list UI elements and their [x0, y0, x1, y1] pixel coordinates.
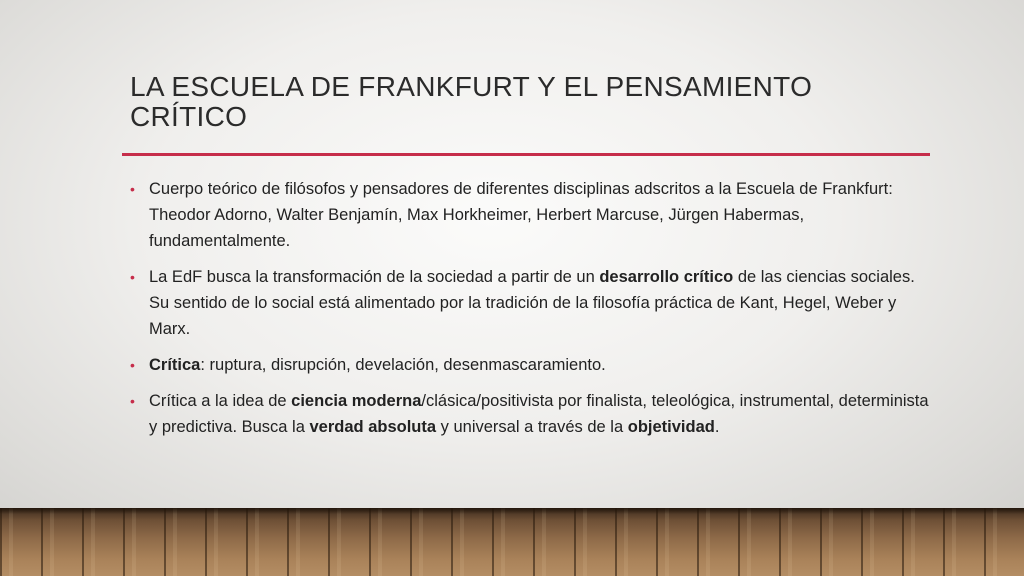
bullet-dot-icon: •	[130, 181, 135, 197]
bullet-dot-icon: •	[130, 393, 135, 409]
title-divider	[122, 153, 930, 156]
slide-title: LA ESCUELA DE FRANKFURT Y EL PENSAMIENTO CRÍTICO	[130, 71, 813, 132]
bullet-text: La EdF busca la transformación de la sociedad a partir de un	[149, 268, 600, 286]
bullet-text: Crítica a la idea de	[149, 392, 292, 410]
bold-term-desarrollo-critico: desarrollo crítico	[599, 268, 734, 286]
bold-term-verdad-absoluta: verdad absoluta	[309, 418, 437, 436]
bullet-item-3	[130, 352, 930, 378]
wood-floor-decoration	[0, 508, 1024, 576]
bullet-text: /clásica/positivista por finalista, teleológica, instrumental, determinista y predictiva. Busca la	[149, 392, 929, 436]
bold-term-critica: Crítica	[149, 356, 201, 374]
bullet-text: .	[714, 418, 720, 436]
bullet-item-4	[130, 388, 930, 440]
bullet-item-1	[130, 176, 930, 254]
bullet-item-2	[130, 264, 930, 342]
bullet-dot-icon: •	[130, 357, 135, 373]
bold-term-objetividad: objetividad	[627, 418, 715, 436]
bullet-text: : ruptura, disrupción, develación, desenmascaramiento.	[200, 356, 606, 374]
bullet-text: Cuerpo teórico de filósofos y pensadores de diferentes disciplinas adscritos a la Escuela de Frankfurt: Theodor Adorno, Walter Benjamín, Max Horkheimer, Herbert Marcuse, Jürgen Habermas, fundamentalmente.	[149, 180, 893, 250]
bullet-text: y universal a través de la	[436, 418, 628, 436]
bullet-dot-icon: •	[130, 269, 135, 285]
bullet-list	[130, 176, 930, 450]
bullet-text: de las ciencias sociales. Su sentido de lo social está alimentado por la tradición de la filosofía práctica de Kant, Hegel, Weber y Marx.	[149, 268, 915, 338]
bold-term-ciencia-moderna: ciencia moderna	[291, 392, 422, 410]
